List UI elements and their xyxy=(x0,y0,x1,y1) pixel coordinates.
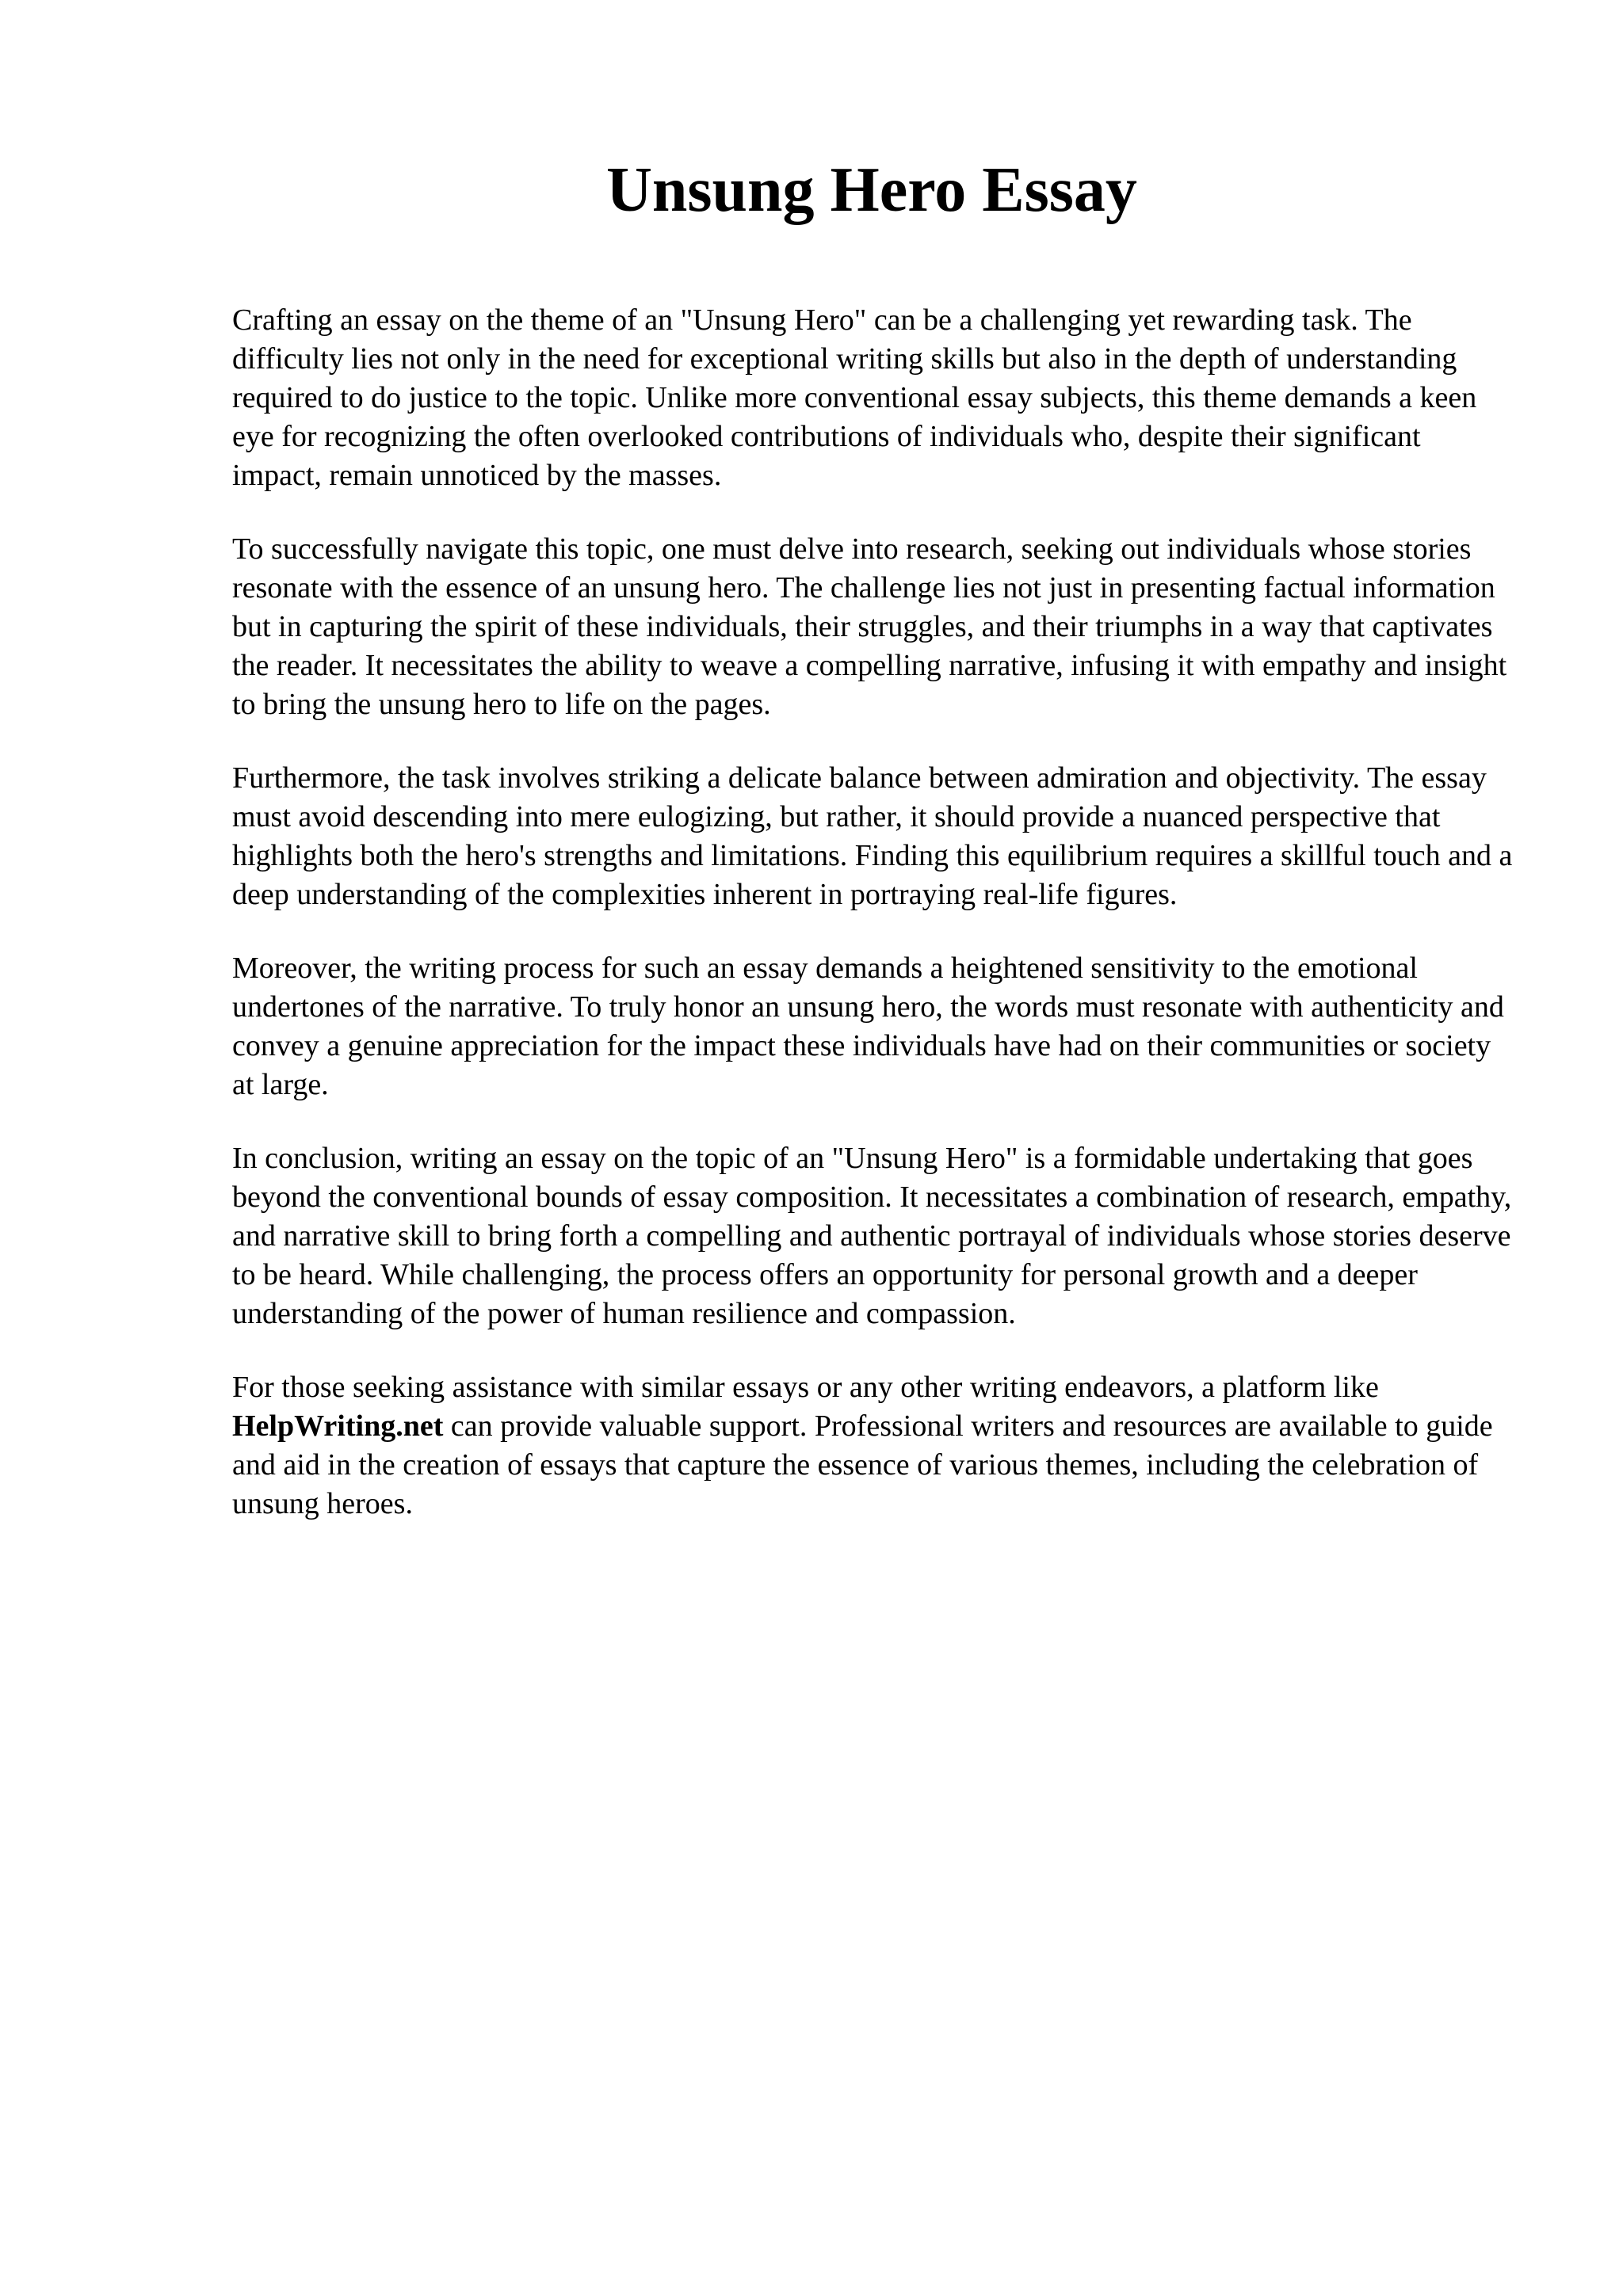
document-body xyxy=(232,301,1516,1558)
paragraph-assistance xyxy=(232,1368,1516,1524)
paragraph-conclusion: In conclusion, writing an essay on the topic of an "Unsung Hero" is a formidable undertaking that goes beyond the conventional bounds of essay composition. It necessitates a combination of research, empathy, and narrative skill to bring forth a compelling and authentic portrayal of individuals whose stories deserve to be heard. While challenging, the process offers an opportunity for personal growth and a deeper understanding of the power of human resilience and compassion. xyxy=(232,1142,1512,1330)
paragraph-sensitivity: Moreover, the writing process for such an essay demands a heightened sensitivity to the emotional undertones of the narrative. To truly honor an unsung hero, the words must resonate with authenticity and convey a genuine appreciation for the impact these individuals have had on their communities or society at large. xyxy=(232,952,1504,1101)
paragraph-intro: Crafting an essay on the theme of an "Unsung Hero" can be a challenging yet rewarding task. The difficulty lies not only in the need for exceptional writing skills but also in the depth of understanding required to do justice to the topic. Unlike more conventional essay subjects, this theme demands a keen eye for recognizing the often overlooked contributions of individuals who, despite their significant impact, remain unnoticed by the masses. xyxy=(232,303,1477,492)
assistance-intro-text: For those seeking assistance with similar essays or any other writing endeavors, a platform like xyxy=(232,1371,1379,1404)
paragraph-balance: Furthermore, the task involves striking a delicate balance between admiration and objectivity. The essay must avoid descending into mere eulogizing, but rather, it should provide a nuanced perspective that highlights both the hero's strengths and limitations. Finding this equilibrium requires a skillful touch and a deep understanding of the complexities inherent in portraying real-life figures. xyxy=(232,761,1513,911)
brand-name: HelpWriting.net xyxy=(232,1409,444,1443)
document-title: Unsung Hero Essay xyxy=(606,155,1137,225)
assistance-rest-text: can provide valuable support. Professional writers and resources are available to guide and aid in the creation of essays that capture the essence of various themes, including the celebration of unsung heroes. xyxy=(232,1409,1493,1520)
paragraph-research: To successfully navigate this topic, one must delve into research, seeking out individuals whose stories resonate with the essence of an unsung hero. The challenge lies not just in presenting factual information but in capturing the spirit of these individuals, their struggles, and their triumphs in a way that captivates the reader. It necessitates the ability to weave a compelling narrative, infusing it with empathy and insight to bring the unsung hero to life on the pages. xyxy=(232,532,1507,721)
